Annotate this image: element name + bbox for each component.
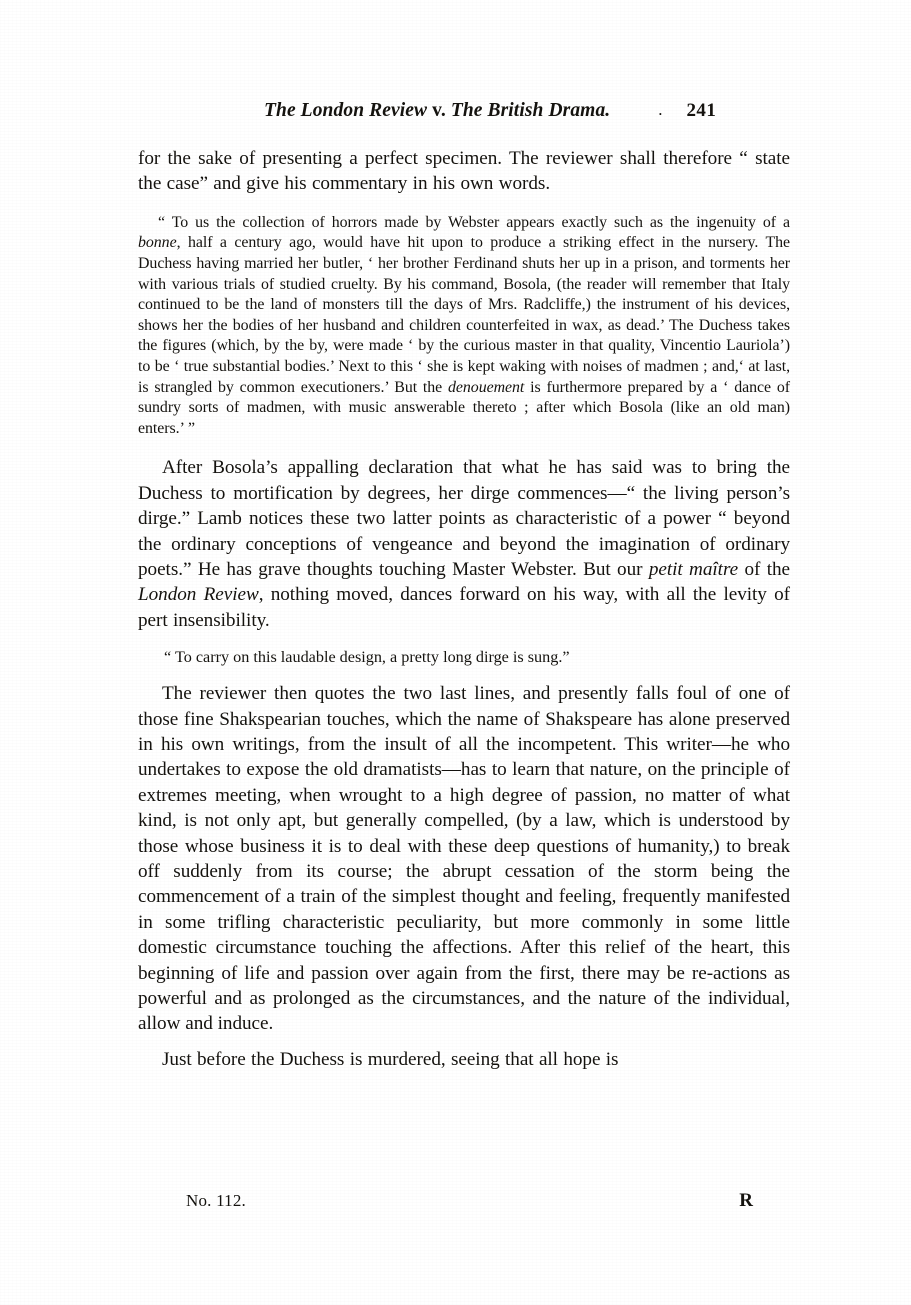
italic-term-bonne: bonne xyxy=(138,234,177,252)
signature-line xyxy=(138,1191,790,1215)
running-head-separator-dot: . xyxy=(658,100,663,119)
italic-term-denouement: denouement xyxy=(448,378,525,396)
block-quotation-webster xyxy=(138,213,790,440)
quotation-segment-1: “ To us the collection of horrors made by Webster appears exactly such as the ingenuity of a xyxy=(158,213,790,231)
paragraph-after-bosola xyxy=(138,455,790,633)
quotation-segment-3: is furthermore prepared by a ‘ dance of sundry sorts of madmen, with music answerable thereto ; after which Bosola (like an old man) enters.’ ” xyxy=(138,378,790,437)
paragraph-opening: for the sake of presenting a perfect specimen. The reviewer shall therefore “ state the case” and give his commentary in his own words. xyxy=(138,148,790,195)
running-head-title-part-1: The London Review xyxy=(264,100,428,121)
running-head-title xyxy=(264,100,610,122)
page-number: 241 xyxy=(686,100,717,121)
paragraph-segment-1: After Bosola’s appalling declaration that what he has said was to bring the Duchess to mortification by degrees, her dirge commences—“ the living person’s dirge.” Lamb notices these two latter points as characteristic of a power “ beyond the ordinary conceptions of vengeance and beyond the imagination of ordinary poets.” He has grave thoughts touching Master Webster. But our xyxy=(138,457,790,580)
paragraph-segment-2: of the xyxy=(738,558,790,580)
running-head-versus: v. xyxy=(427,100,451,121)
paragraph-reviewer-quotes: The reviewer then quotes the two last lines, and presently falls foul of one of those fine Shakspearian touches, which the name of Shakspeare has alone preserved in his own writings, from the insult of all the incompetent. This writer—he who undertakes to expose the old dramatists—has to learn that nature, on the principle of extremes meeting, when wrought to a high degree of passion, no matter of what kind, is not only apt, but generally compelled, (by a law, which is understood by those whose business it is to deal with these deep questions of humanity,) to break off suddenly from its course; the abrupt cessation of the storm being the commencement of a train of the simplest thought and feeling, frequently manifested in some trifling characteristic peculiarity, but more commonly in some little domestic circumstance touching the affections. After this relief of the heart, this beginning of life and passion over again from the first, there may be re-actions as powerful and as prolonged as the circumstances, and the nature of the individual, allow and induce. xyxy=(138,683,790,1035)
text-block xyxy=(138,146,790,1072)
paragraph-segment-3: , nothing moved, dances forward on his way, with all the levity of pert insensibility. xyxy=(138,584,790,631)
paragraph-catchline: Just before the Duchess is murdered, seeing that all hope is xyxy=(162,1048,619,1070)
quotation-dirge-line: “ To carry on this laudable design, a pretty long dirge is sung.” xyxy=(164,648,570,667)
italic-title-london-review: London Review xyxy=(138,584,259,606)
running-head xyxy=(138,100,790,126)
running-head-title-part-2: The British Drama. xyxy=(450,100,611,121)
signature-mark: R xyxy=(739,1190,753,1211)
italic-term-petit-maitre: petit maître xyxy=(648,558,739,580)
quotation-segment-2: , half a century ago, would have hit upon to produce a striking effect in the nursery. The Duchess having married her butler, ‘ her brother Ferdinand shuts her up in a prison, and torments her with various trials of studied cruelty. By his command, Bosola, (the reader will remember that Italy continued to be the land of monsters till the days of Mrs. Radcliffe,) the instrument of his devices, shows her the bodies of her husband and children counterfeited in wax, as dead.’ The Duchess takes the figures (which, by the by, were made ‘ by the curious master in that quality, Vincentio Lauriola’) to be ‘ true substantial bodies.’ Next to this ‘ she is kept waking with noises of madmen ; and,‘ at last, is strangled by common executioners.’ But the xyxy=(138,234,790,396)
issue-number: No. 112. xyxy=(186,1191,246,1210)
